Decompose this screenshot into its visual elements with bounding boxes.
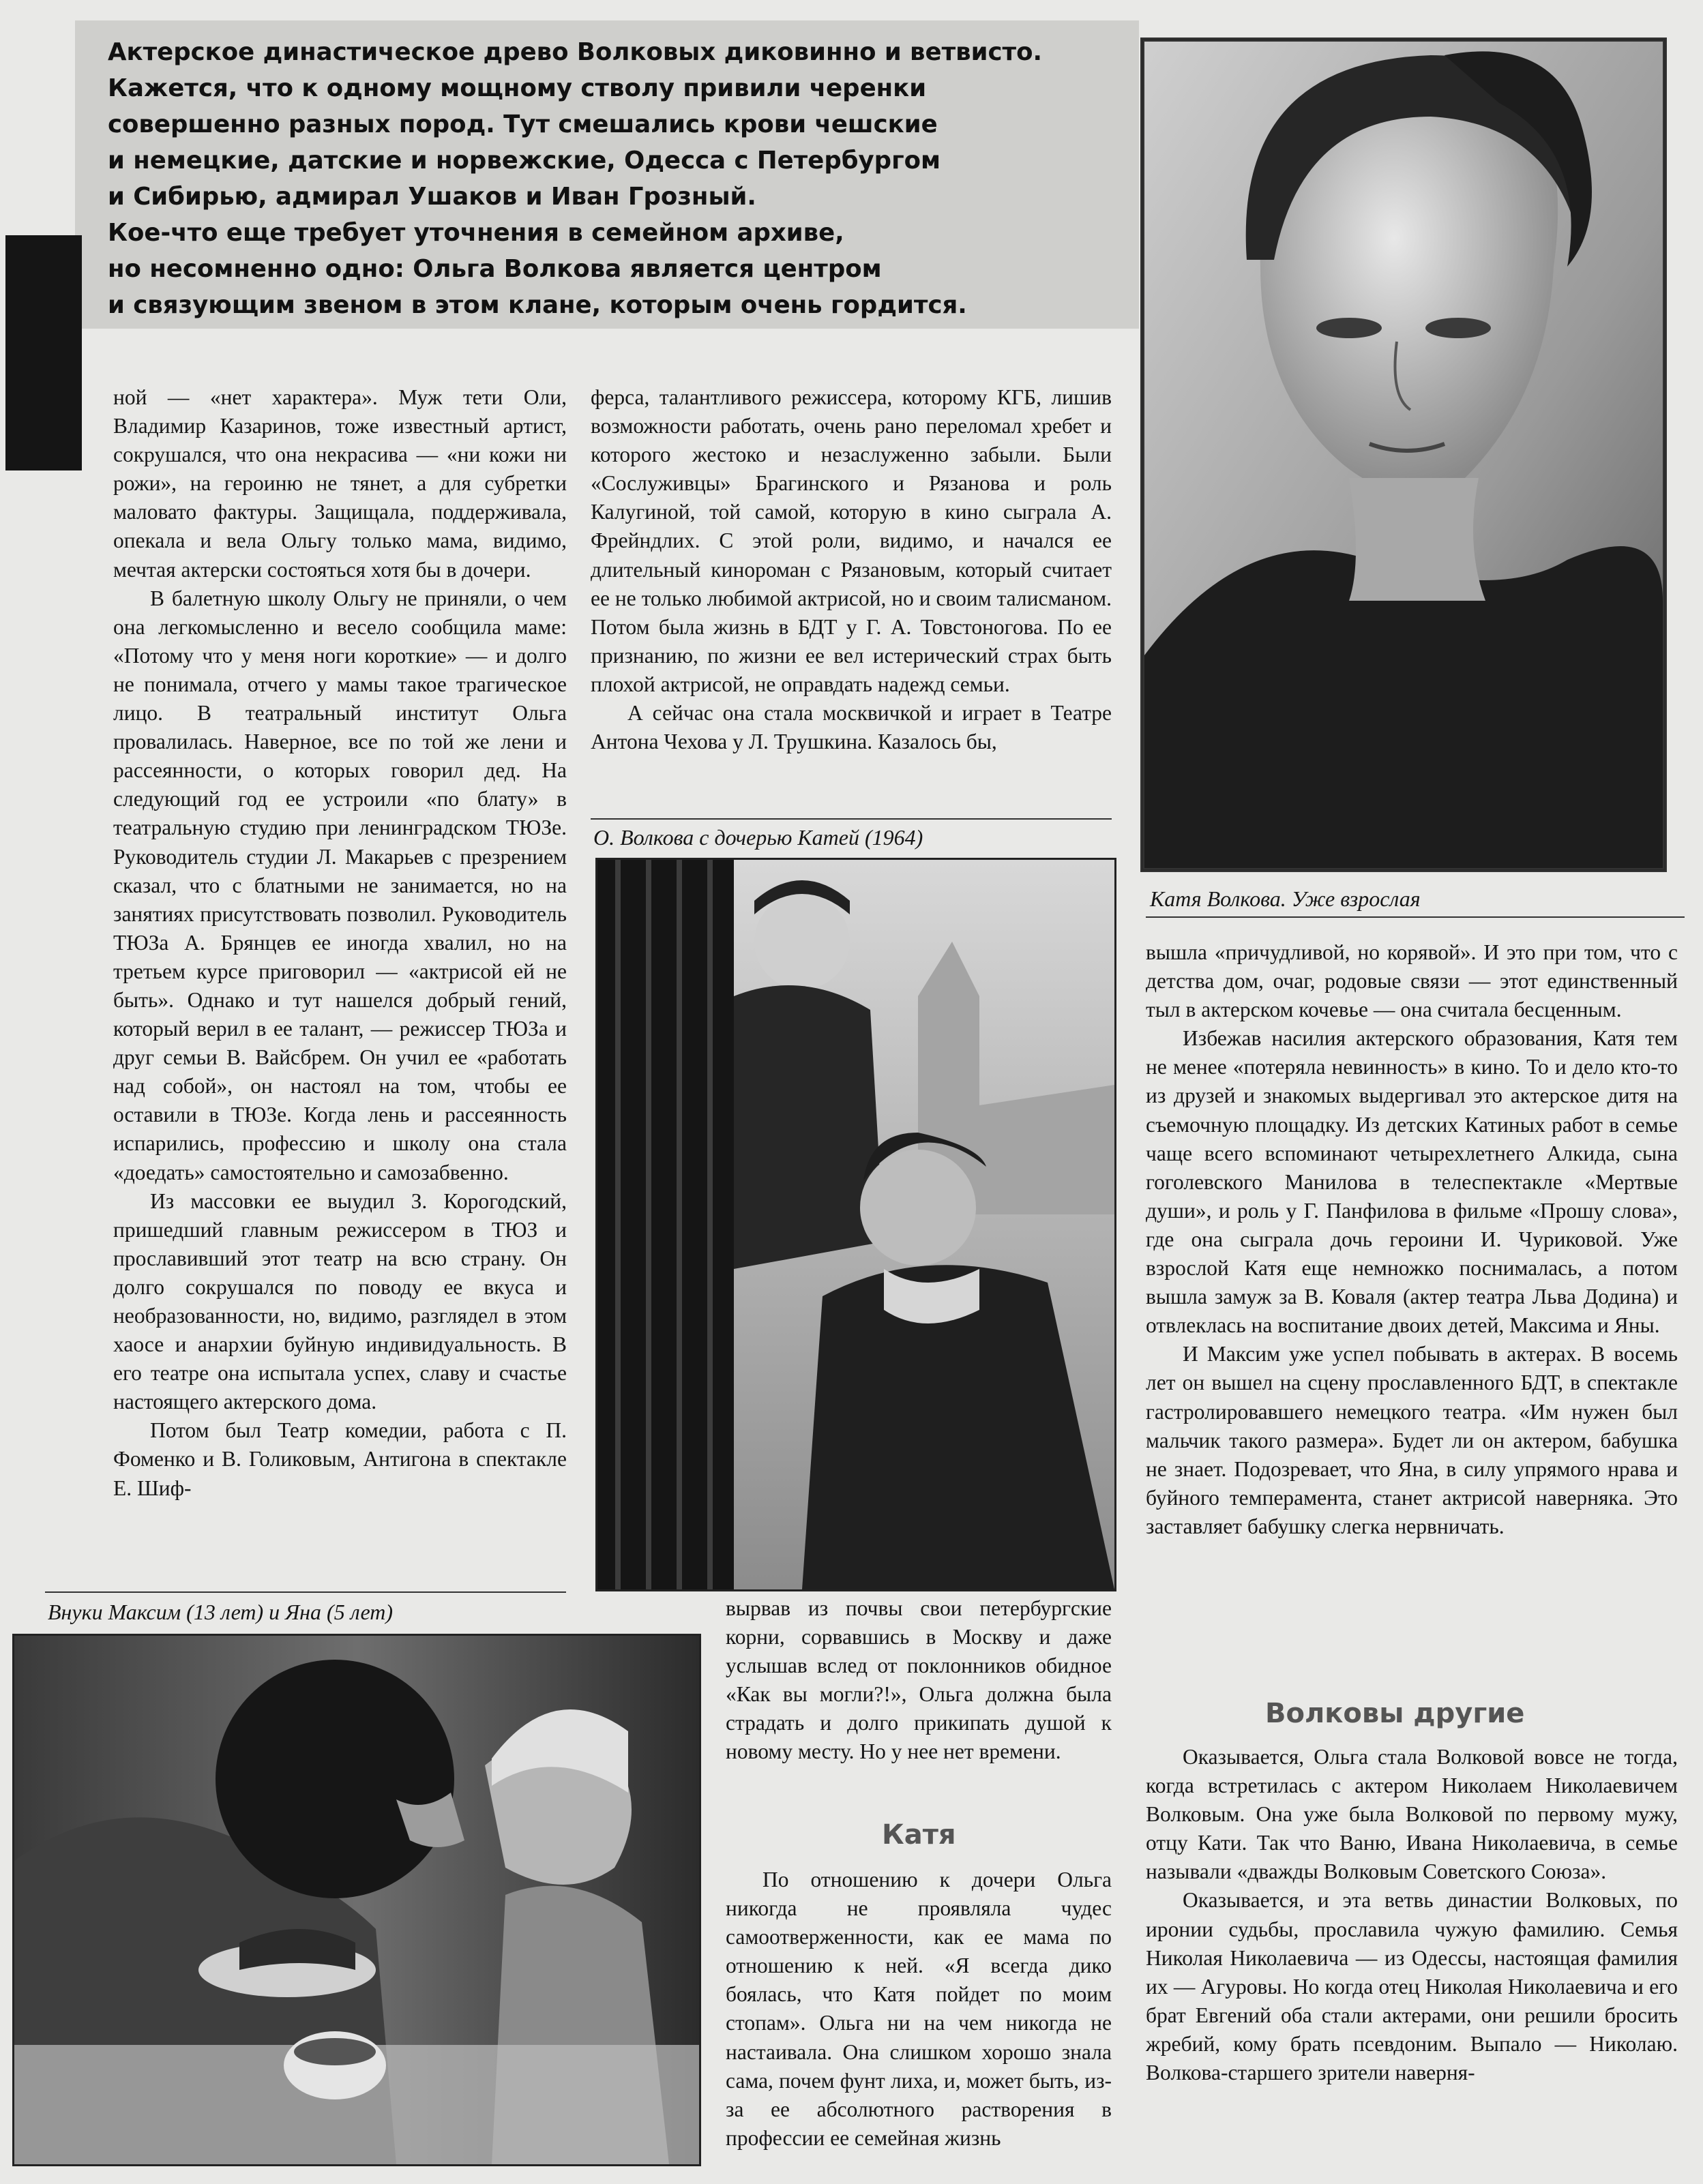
- paragraph: Избежав насилия актерского образования, Катя тем не менее «потеряла невинность» в кино. То и дело кто-то из друзей и знакомых выдергивал это актерское дитя на съемочную площадку. Из детских Катиных работ в семье чаще всего вспоминают четырехлетнего Алкида, сына гоголевского Манилова в телеспектакле «Мертвые души», и роль у Г. Панфилова в фильме «Прошу слова», где она сыграла дочь героини И. Чуриковой. Уже взрослой Катя еще немножко поснималась, а потом вышла замуж за В. Коваля (актер театра Льва Додина) и отвлеклась на воспитание двоих детей, Максима и Яны.: [1146, 1026, 1678, 1338]
- caption-rule: [1146, 916, 1685, 918]
- paragraph: вырвав из почвы свои петербургские корни, сорвавшись в Москву и даже услышав вслед от поклонников обидное «Как вы могли?!», Ольга должна была страдать и долго прикипать душой к новому месту. Но у нее нет времени.: [726, 1596, 1112, 1764]
- lead-line: и Сибирью, адмирал Ушаков и Иван Грозный.: [108, 183, 756, 211]
- paragraph: ферса, талантливого режиссера, которому КГБ, лишив возможности работать, очень рано переломал хребет и которого жестоко и незаслуженно забыли. Были «Сослуживцы» Брагинского и Рязанова и роль Калугиной, той самой, которую в кино сыграла А. Фрейндлих. С этой роли, видимо, и начался ее длительный кинороман с Рязановым, который считает ее не только любимой актрисой, но и своим талисманом. Потом была жизнь в БДТ у Г. А. Товстоногова. По ее признанию, по жизни ее вел истерический страх быть плохой актрисой, не оправдать надежд семьи.: [591, 385, 1112, 696]
- column-2: [591, 383, 1112, 756]
- photo-grandchildren: [12, 1634, 701, 2166]
- lead-line: но несомненно одно: Ольга Волкова является центром: [108, 255, 882, 283]
- paragraph: Из массовки ее выудил З. Корогодский, пришедший главным режиссером в ТЮЗ и прославивший этот театр на всю страну. Он долго сокрушался по поводу ее вкуса и необразованности, но, видимо, разглядел в этом хаосе и анархии буйную индивидуальность. В его театре она испытала успех, славу и счастье настоящего актерского дома.: [113, 1188, 567, 1414]
- caption-katya-adult: Катя Волкова. Уже взрослая: [1150, 886, 1421, 911]
- column-2-continued: [726, 1594, 1112, 1767]
- caption-grandchildren: Внуки Максим (13 лет) и Яна (5 лет): [48, 1600, 393, 1624]
- lead-line: и немецкие, датские и норвежские, Одесса с Петербургом: [108, 147, 941, 175]
- lead-line: и связующим звеном в этом клане, которым очень гордится.: [108, 291, 967, 319]
- paragraph: А сейчас она стала москвичкой и играет в Театре Антона Чехова у Л. Трушкина. Казалось бы,: [591, 701, 1112, 754]
- grandchildren-illustration: [14, 1636, 699, 2164]
- paragraph: Оказывается, и эта ветвь династии Волковых, по иронии судьбы, прославила чужую фамилию. Семья Николая Николаевича — из Одессы, настоящая фамилия их — Агуровы. Но когда отец Николая Николаевича и его брат Евгений оба стали актерами, они решили бросить жребий, кому брать псевдоним. Выпало — Николаю. Волкова-старшего зрители наверня-: [1146, 1888, 1678, 2085]
- lead-line: совершенно разных пород. Тут смешались крови чешские: [108, 110, 938, 138]
- column-katya: [726, 1866, 1112, 2153]
- lead-line: Кое-что еще требует уточнения в семейном архиве,: [108, 219, 844, 247]
- lead-line: Кажется, что к одному мощному стволу привили черенки: [108, 74, 927, 102]
- column-volkovy: [1146, 1743, 1678, 2087]
- paragraph: Оказывается, Ольга стала Волковой вовсе не тогда, когда встретилась с актером Николаем Николаевичем Волковым. Она уже была Волковой по первому мужу, отцу Кати. Так что Ваню, Ивана Николаевича, в семье называли «дважды Волковым Советского Союза».: [1146, 1745, 1678, 1884]
- paragraph: В балетную школу Ольгу не приняли, о чем она легкомысленно и весело сообщила маме: «Потому что у меня ноги короткие» — и долго не понимала, отчего у мамы такое трагическое лицо. В театральный институт Ольга провалилась. Наверное, все по той же лени и рассеянности, о которых говорил дед. На следующий год ее устроили «по блату» в театральную студию при ленинградском ТЮЗе. Руководитель студии Л. Макарьев с презрением сказал, что с блатными не занимается, но на занятиях присутствовать позволил. Руководитель ТЮЗа А. Брянцев ее иногда хвалил, но на третьем курсе приговорил — «актрисой ей не быть». Однако и тут нашелся добрый гений, который верил в ее талант, — режиссер ТЮЗа и друг семьи В. Вайсбрем. Он учил ее «работать над собой», он настоял на том, чтобы ее оставили в ТЮЗе. Когда лень и рассеянность испарились, профессию и школу она стала «доедать» самостоятельно и самозабвенно.: [113, 586, 567, 1184]
- paragraph: вышла «причудливой, но корявой». И это при том, что с детства дом, очаг, родовые связи — этот единственный тыл в актерском кочевье — она считала бесценным.: [1146, 940, 1678, 1022]
- lead-text: [108, 34, 1124, 323]
- photo-mother-daughter: [595, 858, 1116, 1591]
- paragraph: По отношению к дочери Ольга никогда не проявляла чудес самоотверженности, как ее мама по отношению к ней. «Я всегда дико боялась, что Катя пойдет по моим стопам». Ольга ни на чем никогда не настаивала. Она слишком хорошо знала сама, почем фунт лиха, и, может быть, из-за ее абсолютного растворения в профессии ее семейная жизнь: [726, 1868, 1112, 2150]
- caption-rule: [45, 1591, 566, 1593]
- paragraph: Потом был Театр комедии, работа с П. Фоменко и В. Голиковым, Антигона в спектакле Е. Шиф-: [113, 1418, 567, 1500]
- edge-bar: [5, 235, 82, 470]
- subhead-katya: Катя: [882, 1819, 956, 1851]
- caption-rule: [591, 818, 1112, 820]
- subhead-volkovy-drugie: Волковы другие: [1265, 1698, 1525, 1729]
- paragraph: ной — «нет характера». Муж тети Оли, Владимир Казаринов, тоже известный артист, сокрушался, что она некрасива — «ни кожи ни рожи», на героиню не тянет, а для субретки маловато фактуры. Защищала, поддерживала, опекала и вела Ольгу только мама, видимо, мечтая актерски состояться хотя бы в дочери.: [113, 385, 567, 582]
- lead-line: Актерское династическое древо Волковых диковинно и ветвисто.: [108, 38, 1043, 66]
- photo-katya-adult: [1140, 38, 1667, 872]
- column-3: [1146, 938, 1678, 1541]
- mother-daughter-illustration: [597, 860, 1114, 1589]
- lead-block: [75, 20, 1139, 329]
- column-1: [113, 383, 567, 1503]
- caption-mother-daughter: О. Волкова с дочерью Катей (1964): [593, 825, 923, 850]
- paragraph: И Максим уже успел побывать в актерах. В восемь лет он вышел на сцену прославленного БДТ, в спектакле гастролировавшего немецкого театра. «Им нужен был мальчик такого размера». Будет ли он актером, бабушка не знает. Подозревает, что Яна, в силу упрямого нрава и буйного темперамента, станет актрисой наверняка. Это заставляет бабушку слегка нервничать.: [1146, 1342, 1678, 1538]
- portrait-illustration: [1144, 42, 1663, 868]
